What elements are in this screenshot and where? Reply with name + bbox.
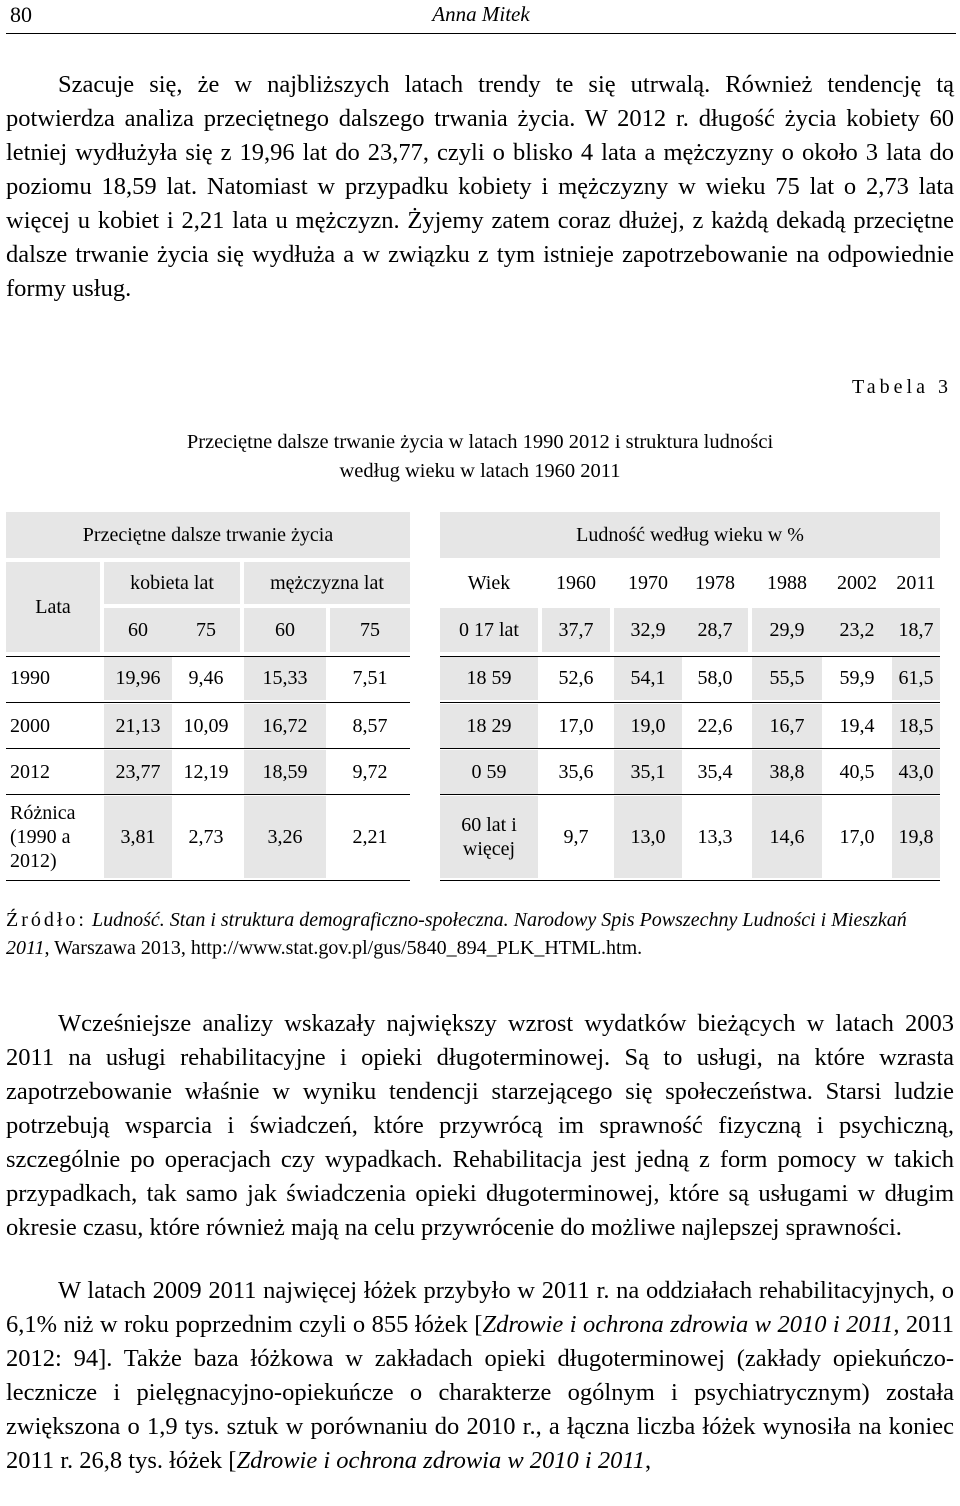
paragraph-3-text-b: , 2011 2012: 94]. Także baza łóżkowa w zakładach opieki długoterminowej (zakłady opiekuńczo-lecznicze i pielęgnacyjno-opiekuńcze o charakterze ogólnym i psychiatrycznym) została zwiększona o 1,9 tys. sztuk w porównaniu do 2010 r., a łączna liczba łóżek wynosiła na koniec 2011 r. 26,8 tys. łóżek [ (6, 1311, 955, 1474)
life-expectancy-cell: 2,73 (172, 796, 240, 878)
table-rule (440, 880, 940, 881)
table-source (6, 906, 954, 962)
life-expectancy-cell: 10,09 (172, 704, 240, 748)
paragraph-1: Szacuje się, że w najbliższych latach trendy te się utrwalą. Również tendencję tą potwierdza analiza przeciętnego dalszego trwania życia. W 2012 r. długość życia kobiety 60 letniej wydłużyła się z 19,96 lat do 23,77, czyli o blisko 4 lata a mężczyzny o około 3 lata do poziomu 18,59 lat. Natomiast w przypadku kobiety i mężczyzny w wieku 75 lat o 2,73 lata więcej u kobiet i 2,21 lata u mężczyzn. Żyjemy zatem coraz dłużej, z każdą dekadą przeciętne dalsze trwanie życia się wydłuża a w związku z tym istnieje zapotrzebowanie na odpowiednie formy usług. (6, 71, 954, 302)
table-rule (440, 702, 940, 703)
population-cell: 29,9 (752, 608, 822, 652)
running-head-author: Anna Mitek (432, 2, 530, 26)
census-year-header-5: 2011 (892, 562, 940, 604)
table-label: Tabela 3 (851, 376, 952, 398)
population-cell: 19,4 (822, 704, 892, 748)
population-cell: 37,7 (542, 608, 610, 652)
population-cell: 32,9 (614, 608, 682, 652)
population-cell: 13,3 (682, 796, 748, 878)
page-header (6, 0, 956, 34)
life-expectancy-header: Przeciętne dalsze trwanie życia (6, 512, 410, 558)
population-cell: 38,8 (752, 750, 822, 794)
paragraph-3-text-c: , (645, 1447, 652, 1474)
table-caption (0, 428, 960, 486)
life-expectancy-cell: 23,77 (104, 750, 172, 794)
table-caption-line-1: Przeciętne dalsze trwanie życia w latach 1990 2012 i struktura ludności (186, 431, 774, 453)
population-cell: 22,6 (682, 704, 748, 748)
year-label: 2012 (6, 750, 100, 794)
life-expectancy-cell: 21,13 (104, 704, 172, 748)
age-header-2: 60 (244, 608, 326, 652)
table-rule (6, 794, 410, 795)
life-expectancy-cell: 2,21 (330, 796, 410, 878)
population-cell: 17,0 (542, 704, 610, 748)
years-header: Lata (6, 562, 100, 652)
source-title: Ludność. Stan i struktura demograficzno-społeczna. Narodowy Spis Powszechny Ludności i Mieszkań 2011 (6, 909, 907, 959)
population-cell: 9,7 (542, 796, 610, 878)
population-age-label: 0 17 lat (440, 608, 538, 652)
population-cell: 52,6 (542, 656, 610, 700)
source-label: Źródło: (6, 909, 87, 931)
population-cell: 19,0 (614, 704, 682, 748)
page-number: 80 (10, 2, 32, 27)
table-rule (440, 656, 940, 657)
age-header-3: 75 (330, 608, 410, 652)
population-cell: 23,2 (822, 608, 892, 652)
population-cell: 61,5 (892, 656, 940, 700)
census-year-header-0: 1960 (542, 562, 610, 604)
header-rule (6, 33, 956, 34)
paragraph-2: Wcześniejsze analizy wskazały największy wzrost wydatków bieżących w latach 2003 2011 na usługi rehabilitacyjne i opieki długoterminowej. Są to usługi, na które wzrasta zapotrzebowanie właśnie w wyniku tendencji starzejącego się społeczeństwa. Starsi ludzie potrzebują wsparcia i świadczeń, które przywrócą im sprawność fizyczną i psychiczną, szczególnie po operacjach czy wypadkach. Rehabilitacja jest jedną z form pomocy w takich przypadkach, tak samo jak świadczenia opieki długoterminowej, które są usługami w długim okresie czasu, które również mają na celu przywrócenie do możliwe najlepszej sprawności. (6, 1010, 954, 1241)
life-expectancy-cell: 7,51 (330, 656, 410, 700)
source-details: , Warszawa 2013, http://www.stat.gov.pl/gus/5840_894_PLK_HTML.htm. (44, 937, 643, 959)
table-rule (6, 748, 410, 749)
table-rule (440, 794, 940, 795)
population-cell: 59,9 (822, 656, 892, 700)
life-expectancy-cell: 9,46 (172, 656, 240, 700)
population-cell: 16,7 (752, 704, 822, 748)
year-label: 2000 (6, 704, 100, 748)
age-header-1: 75 (172, 608, 240, 652)
life-expectancy-cell: 3,26 (244, 796, 326, 878)
population-cell: 54,1 (614, 656, 682, 700)
life-expectancy-cell: 12,19 (172, 750, 240, 794)
population-cell: 35,1 (614, 750, 682, 794)
population-cell: 14,6 (752, 796, 822, 878)
citation-1: Zdrowie i ochrona zdrowia w 2010 i 2011 (482, 1311, 894, 1338)
citation-2: Zdrowie i ochrona zdrowia w 2010 i 2011 (236, 1447, 646, 1474)
population-cell: 35,6 (542, 750, 610, 794)
age-header-0: 60 (104, 608, 172, 652)
population-cell: 19,8 (892, 796, 940, 878)
population-cell: 13,0 (614, 796, 682, 878)
life-expectancy-cell: 19,96 (104, 656, 172, 700)
life-expectancy-cell: 3,81 (104, 796, 172, 878)
census-year-header-3: 1988 (752, 562, 822, 604)
life-expectancy-cell: 9,72 (330, 750, 410, 794)
life-expectancy-cell: 16,72 (244, 704, 326, 748)
census-year-header-4: 2002 (822, 562, 892, 604)
female-header: kobieta lat (104, 562, 240, 604)
population-header: Ludność według wieku w % (440, 512, 940, 558)
year-label: 1990 (6, 656, 100, 700)
population-cell: 18,7 (892, 608, 940, 652)
population-cell: 18,5 (892, 704, 940, 748)
census-year-header-1: 1970 (614, 562, 682, 604)
age-group-header: Wiek (440, 562, 538, 604)
population-cell: 17,0 (822, 796, 892, 878)
population-cell: 28,7 (682, 608, 748, 652)
male-header: mężczyzna lat (244, 562, 410, 604)
life-expectancy-cell: 8,57 (330, 704, 410, 748)
year-label: Różnica (1990 a 2012) (6, 796, 100, 878)
paragraph-3 (6, 1274, 954, 1478)
table-caption-line-2: według wieku w latach 1960 2011 (339, 460, 621, 482)
table-rule (440, 748, 940, 749)
paragraph-3-text-a: W latach 2009 2011 najwięcej łóżek przybyło w 2011 r. na oddziałach rehabilitacyjnych, o 6,1% niż w roku poprzednim czyli o 855 łóżek [ (6, 1277, 954, 1338)
table-rule (6, 656, 410, 657)
table-rule (6, 880, 410, 881)
population-cell: 40,5 (822, 750, 892, 794)
population-age-label: 18 29 (440, 704, 538, 748)
life-expectancy-cell: 18,59 (244, 750, 326, 794)
life-expectancy-cell: 15,33 (244, 656, 326, 700)
census-year-header-2: 1978 (682, 562, 748, 604)
population-age-label: 18 59 (440, 656, 538, 700)
population-cell: 43,0 (892, 750, 940, 794)
population-cell: 55,5 (752, 656, 822, 700)
population-age-label: 60 lat i więcej (440, 796, 538, 878)
table-rule (6, 702, 410, 703)
population-age-label: 0 59 (440, 750, 538, 794)
population-cell: 35,4 (682, 750, 748, 794)
population-cell: 58,0 (682, 656, 748, 700)
